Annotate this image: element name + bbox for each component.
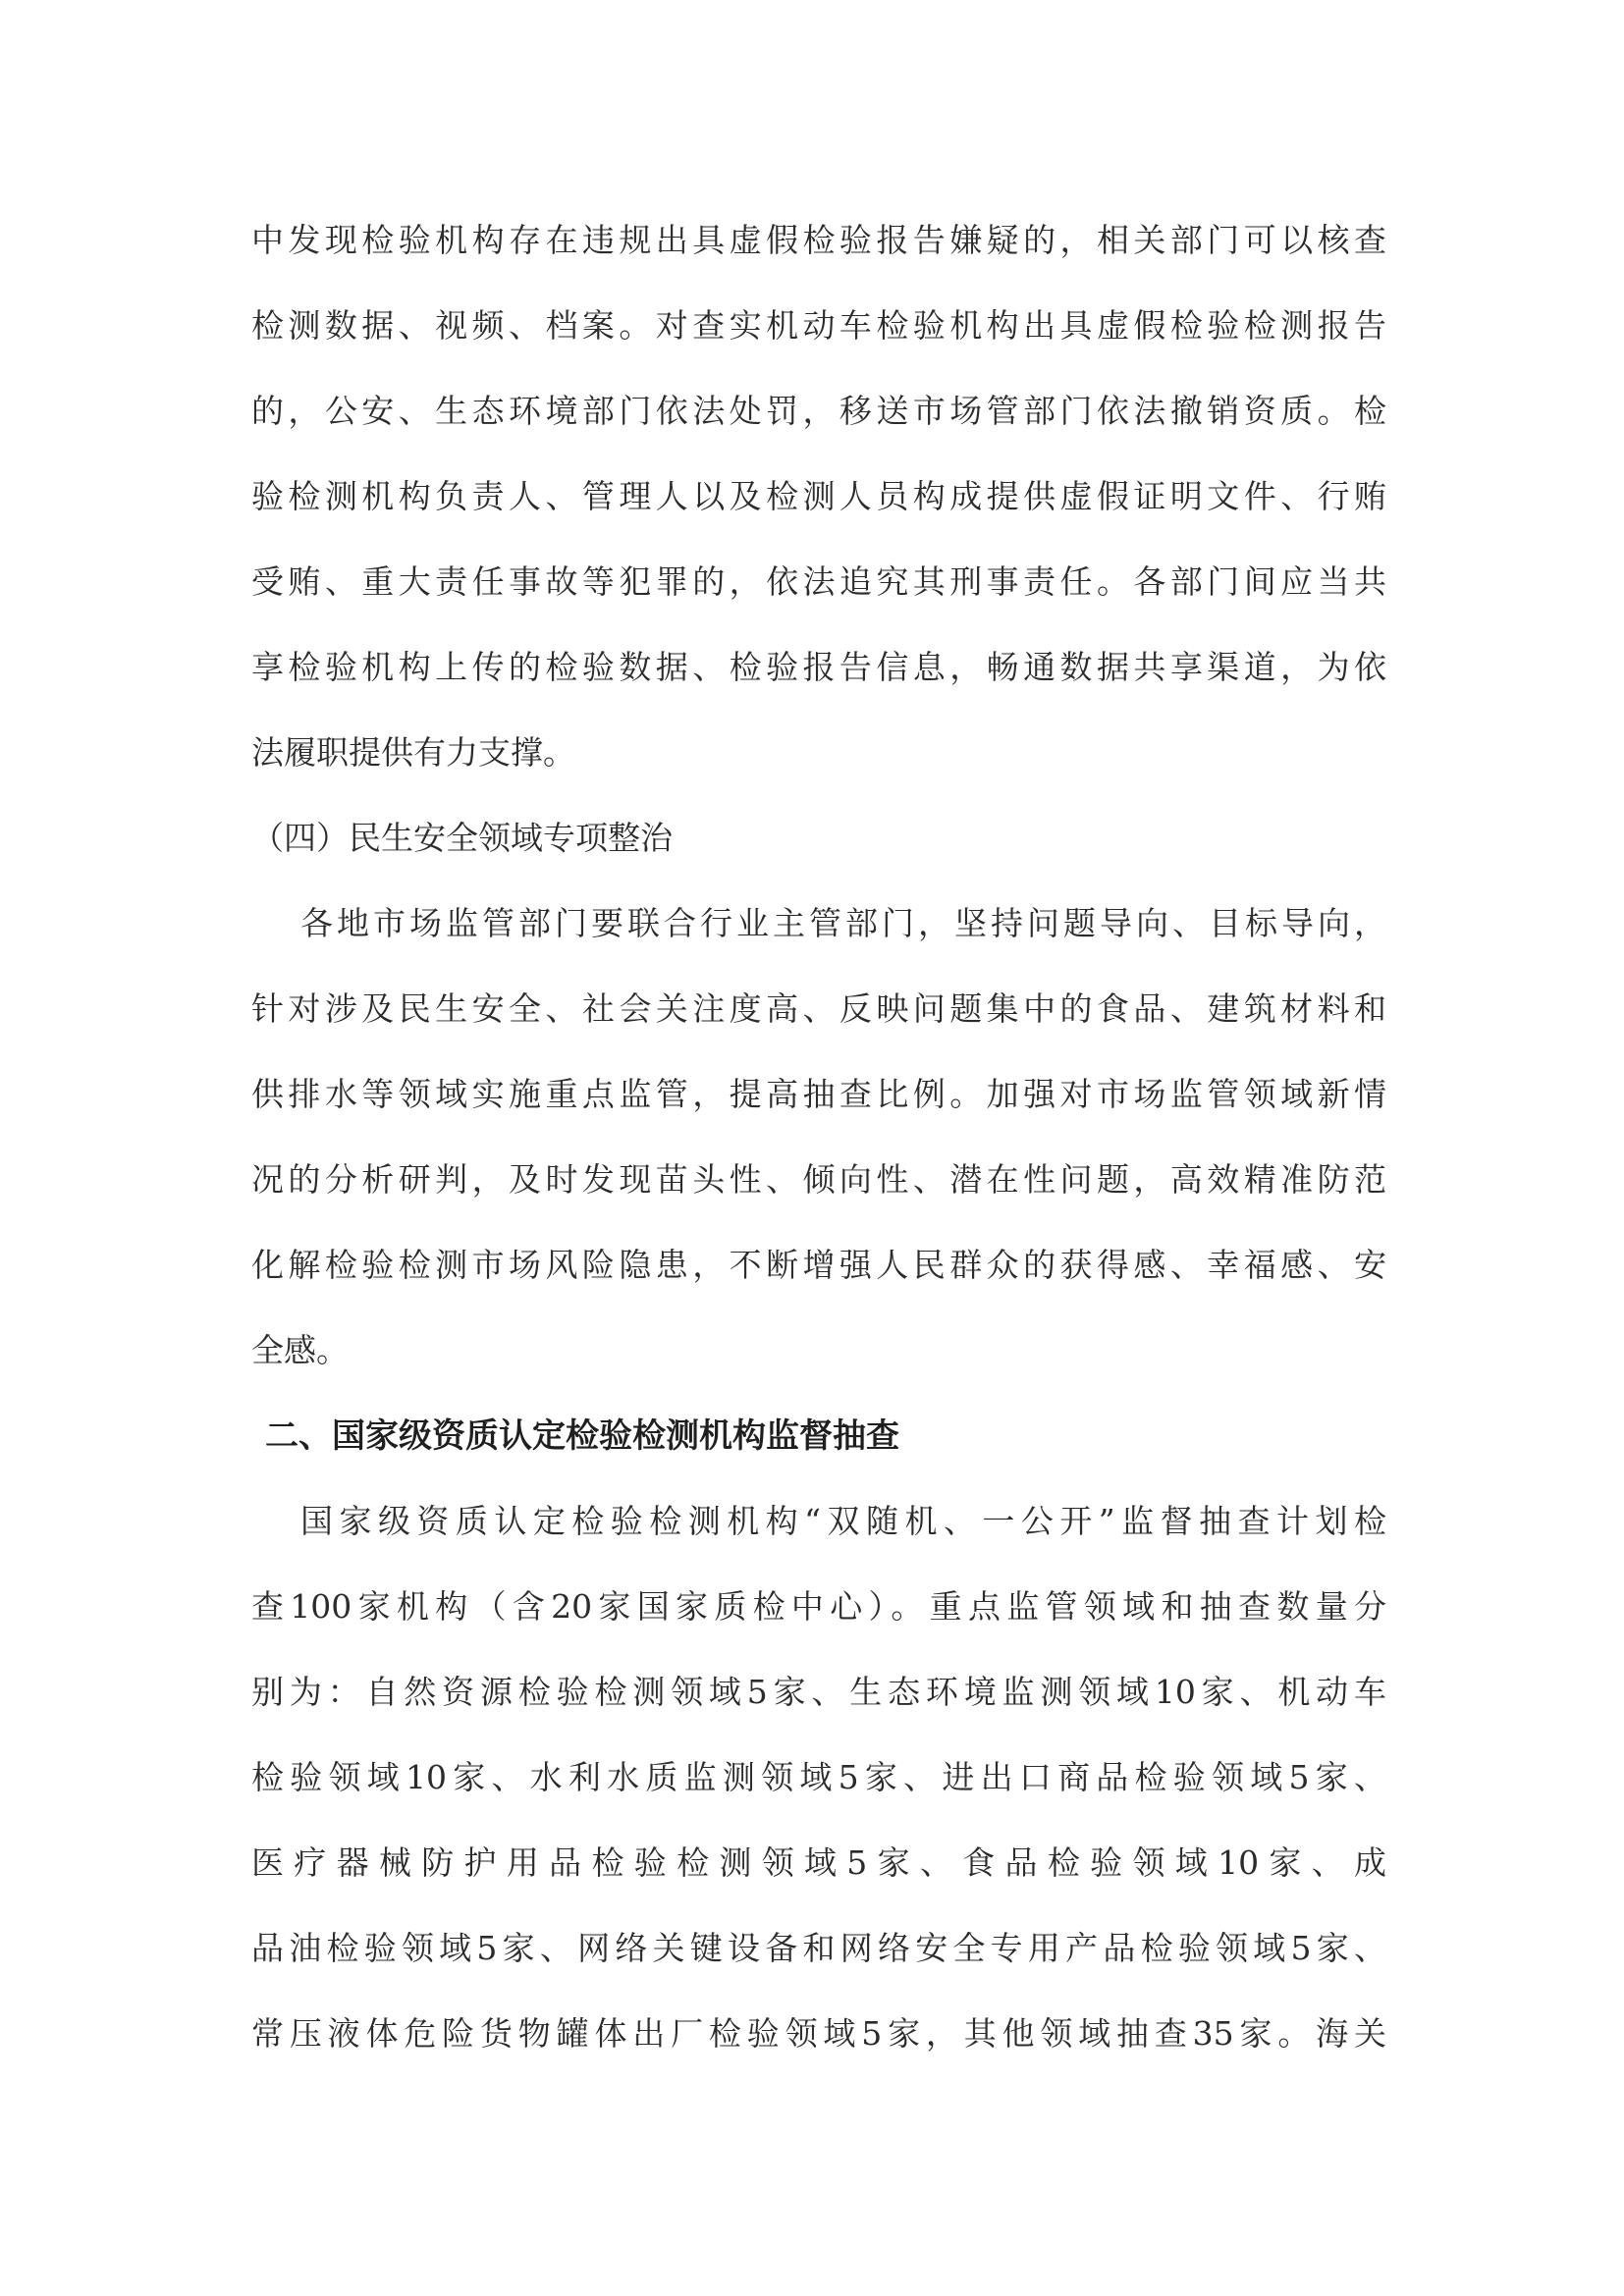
paragraph-3-line-1: 国家级资质认定检验检测机构“双随机、一公开”监督抽查计划检 — [300, 1502, 1386, 1540]
paragraph-3-line-3: 别为：自然资源检验检测领域5家、生态环境监测领域10家、机动车 — [251, 1673, 1386, 1711]
paragraph-2-line-6: 全感。 — [251, 1331, 349, 1369]
paragraph-1-line-5: 受贿、重大责任事故等犯罪的，依法追究其刑事责任。各部门间应当共 — [251, 562, 1386, 601]
paragraph-1-line-6: 享检验机构上传的检验数据、检验报告信息，畅通数据共享渠道，为依 — [251, 648, 1386, 686]
paragraph-2-line-3: 供排水等领域实施重点监管，提高抽查比例。加强对市场监管领域新情 — [251, 1075, 1386, 1113]
paragraph-1-line-3: 的，公安、生态环境部门依法处罚，移送市场管部门依法撤销资质。检 — [251, 392, 1386, 430]
paragraph-2-line-1: 各地市场监管部门要联合行业主管部门，坚持问题导向、目标导向， — [300, 904, 1386, 942]
paragraph-1-line-2: 检测数据、视频、档案。对查实机动车检验机构出具虚假检验检测报告 — [251, 306, 1386, 345]
paragraph-3-line-5: 医疗器械防护用品检验检测领域5家、食品检验领域10家、成 — [251, 1843, 1386, 1882]
paragraph-3-line-2: 查100家机构（含20家国家质检中心）。重点监管领域和抽查数量分 — [251, 1587, 1386, 1626]
paragraph-1-line-7: 法履职提供有力支撑。 — [251, 733, 575, 772]
paragraph-3-line-6: 品油检验领域5家、网络关键设备和网络安全专用产品检验领域5家、 — [251, 1929, 1386, 1967]
subsection-heading: （四）民生安全领域专项整治 — [251, 819, 673, 857]
paragraph-2-line-5: 化解检验检测市场风险隐患，不断增强人民群众的获得感、幸福感、安 — [251, 1246, 1386, 1284]
paragraph-1-line-1: 中发现检验机构存在违规出具虚假检验报告嫌疑的，相关部门可以核查 — [251, 221, 1386, 259]
paragraph-2-line-4: 况的分析研判，及时发现苗头性、倾向性、潜在性问题，高效精准防范 — [251, 1160, 1386, 1199]
paragraph-2-line-2: 针对涉及民生安全、社会关注度高、反映问题集中的食品、建筑材料和 — [251, 989, 1386, 1028]
paragraph-3-line-7: 常压液体危险货物罐体出厂检验领域5家，其他领域抽查35家。海关 — [251, 2014, 1386, 2053]
paragraph-3-line-4: 检验领域10家、水利水质监测领域5家、进出口商品检验领域5家、 — [251, 1758, 1386, 1796]
paragraph-1-line-4: 验检测机构负责人、管理人以及检测人员构成提供虚假证明文件、行贿 — [251, 477, 1386, 515]
section-heading: 二、国家级资质认定检验检测机构监督抽查 — [265, 1416, 899, 1456]
